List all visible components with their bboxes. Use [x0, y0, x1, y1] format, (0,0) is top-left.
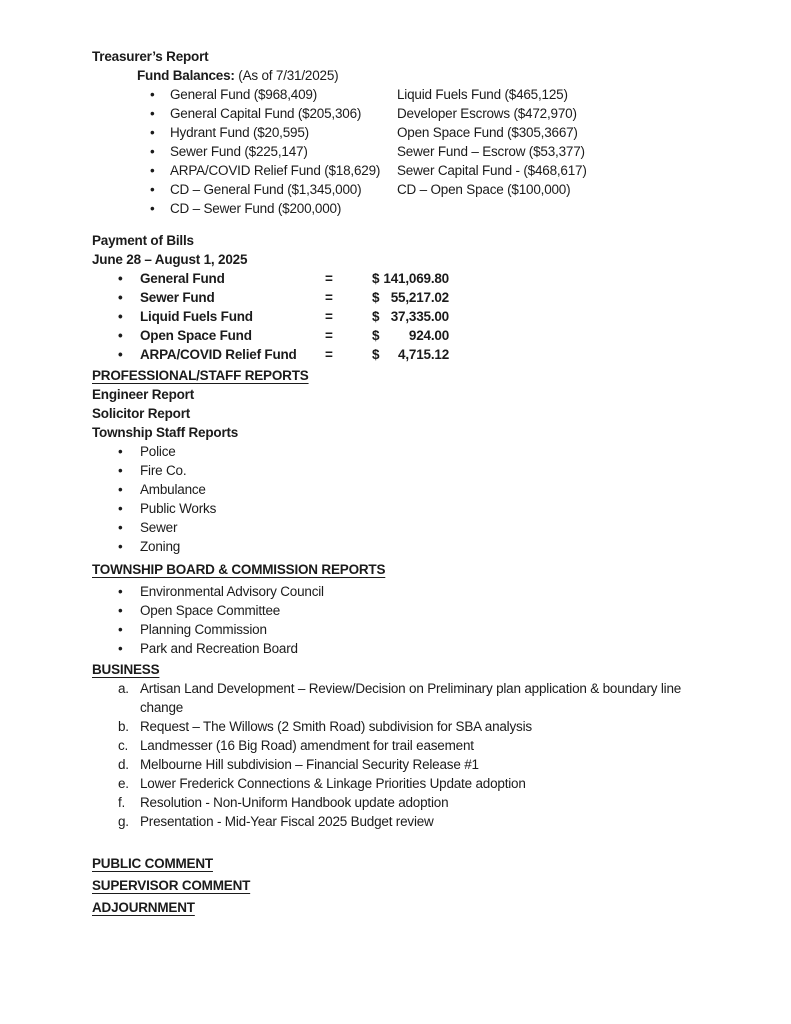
bullet-icon: •	[118, 463, 123, 478]
fund-item-left: ARPA/COVID Relief Fund ($18,629)	[170, 163, 381, 178]
equals-sign: =	[325, 271, 333, 286]
equals-sign: =	[325, 347, 333, 362]
business-item	[92, 717, 721, 736]
equals-sign: =	[325, 309, 333, 324]
business-item-text: Resolution - Non-Uniform Handbook update adoption	[140, 795, 449, 810]
payment-amount: 4,715.12	[398, 347, 449, 362]
adjournment-heading	[92, 898, 721, 917]
fund-balance-row	[92, 104, 721, 123]
fund-balance-row	[92, 142, 721, 161]
staff-item-label: Fire Co.	[140, 463, 187, 478]
treasurers-report-title: Treasurer’s Report	[92, 49, 209, 64]
item-letter: g.	[118, 814, 129, 829]
business-item	[92, 812, 721, 831]
bullet-icon: •	[150, 144, 155, 159]
payment-amount: 55,217.02	[390, 290, 449, 305]
bullet-icon: •	[118, 641, 123, 656]
bullet-icon: •	[150, 163, 155, 178]
board-reports-title: TOWNSHIP BOARD & COMMISSION REPORTS	[92, 562, 386, 577]
payment-row	[92, 269, 721, 288]
bullet-icon: •	[118, 309, 123, 324]
staff-report-item	[92, 499, 721, 518]
professional-reports-heading	[92, 366, 721, 385]
staff-item-label: Ambulance	[140, 482, 206, 497]
board-reports-heading	[92, 560, 721, 579]
fund-item-right: Sewer Fund – Escrow ($53,377)	[397, 144, 585, 159]
business-item	[92, 793, 721, 812]
bullet-icon: •	[118, 290, 123, 305]
supervisor-comment-heading	[92, 876, 721, 895]
township-staff-reports-line: Township Staff Reports	[92, 425, 239, 440]
payment-fund-name: Liquid Fuels Fund	[140, 309, 253, 324]
payment-amount: 141,069.80	[383, 271, 449, 286]
bullet-icon: •	[150, 106, 155, 121]
bullet-icon: •	[150, 87, 155, 102]
fund-balance-row	[92, 161, 721, 180]
bullet-icon: •	[118, 482, 123, 497]
bullet-icon: •	[118, 603, 123, 618]
bullet-icon: •	[118, 539, 123, 554]
payment-row	[92, 326, 721, 345]
fund-balances-heading	[137, 66, 721, 85]
business-item	[92, 679, 721, 717]
fund-item-left: General Capital Fund ($205,306)	[170, 106, 362, 121]
fund-balances-label: Fund Balances:	[137, 68, 235, 83]
board-report-item	[92, 639, 721, 658]
business-item	[92, 736, 721, 755]
bullet-icon: •	[150, 182, 155, 197]
adjournment-title: ADJOURNMENT	[92, 900, 195, 915]
payment-amount: 37,335.00	[390, 309, 449, 324]
fund-item-right: Sewer Capital Fund - ($468,617)	[397, 163, 587, 178]
bullet-icon: •	[118, 584, 123, 599]
solicitor-report-line: Solicitor Report	[92, 406, 191, 421]
fund-balance-row	[92, 180, 721, 199]
currency-sign: $	[372, 271, 380, 286]
item-letter: b.	[118, 719, 129, 734]
fund-item-left: CD – General Fund ($1,345,000)	[170, 182, 362, 197]
staff-item-label: Zoning	[140, 539, 181, 554]
item-letter: f.	[118, 795, 126, 810]
board-item-label: Open Space Committee	[140, 603, 281, 618]
payment-row	[92, 307, 721, 326]
bullet-icon: •	[150, 125, 155, 140]
fund-item-left: Sewer Fund ($225,147)	[170, 144, 308, 159]
staff-report-item	[92, 442, 721, 461]
fund-item-left: CD – Sewer Fund ($200,000)	[170, 201, 342, 216]
currency-sign: $	[372, 328, 380, 343]
bullet-icon: •	[118, 520, 123, 535]
payment-fund-name: ARPA/COVID Relief Fund	[140, 347, 297, 362]
public-comment-heading	[92, 854, 721, 873]
fund-item-right: Open Space Fund ($305,3667)	[397, 125, 578, 140]
bullet-icon: •	[118, 347, 123, 362]
staff-report-item	[92, 518, 721, 537]
item-letter: a.	[118, 681, 129, 696]
fund-balances-asof: (As of 7/31/2025)	[234, 68, 339, 83]
business-item-text: Request – The Willows (2 Smith Road) subdivision for SBA analysis	[140, 719, 532, 734]
equals-sign: =	[325, 290, 333, 305]
public-comment-title: PUBLIC COMMENT	[92, 856, 213, 871]
board-report-item	[92, 601, 721, 620]
currency-sign: $	[372, 309, 380, 324]
payment-fund-name: Sewer Fund	[140, 290, 215, 305]
fund-balance-row	[92, 199, 721, 218]
staff-item-label: Police	[140, 444, 176, 459]
staff-report-item	[92, 480, 721, 499]
business-item	[92, 774, 721, 793]
fund-balance-row	[92, 85, 721, 104]
professional-reports-title: PROFESSIONAL/STAFF REPORTS	[92, 368, 309, 383]
payment-row	[92, 345, 721, 364]
business-title: BUSINESS	[92, 662, 160, 677]
bullet-icon: •	[118, 328, 123, 343]
payment-amount: 924.00	[408, 328, 449, 343]
fund-item-right: CD – Open Space ($100,000)	[397, 182, 571, 197]
fund-item-right: Liquid Fuels Fund ($465,125)	[397, 87, 568, 102]
currency-sign: $	[372, 290, 380, 305]
bullet-icon: •	[150, 201, 155, 216]
board-report-item	[92, 582, 721, 601]
item-letter: d.	[118, 757, 129, 772]
bullet-icon: •	[118, 501, 123, 516]
board-report-item	[92, 620, 721, 639]
staff-report-item	[92, 537, 721, 556]
staff-item-label: Sewer	[140, 520, 178, 535]
payment-fund-name: General Fund	[140, 271, 225, 286]
item-letter: e.	[118, 776, 129, 791]
business-item-text: Melbourne Hill subdivision – Financial Security Release #1	[140, 757, 479, 772]
staff-item-label: Public Works	[140, 501, 217, 516]
bullet-icon: •	[118, 444, 123, 459]
business-heading	[92, 660, 721, 679]
engineer-report-line: Engineer Report	[92, 387, 195, 402]
item-letter: c.	[118, 738, 129, 753]
equals-sign: =	[325, 328, 333, 343]
currency-sign: $	[372, 347, 380, 362]
fund-item-left: General Fund ($968,409)	[170, 87, 317, 102]
bullet-icon: •	[118, 271, 123, 286]
fund-item-right: Developer Escrows ($472,970)	[397, 106, 577, 121]
payment-row	[92, 288, 721, 307]
bullet-icon: •	[118, 622, 123, 637]
business-item-text: Artisan Land Development – Review/Decision on Preliminary plan application & boundary line change	[140, 681, 682, 715]
staff-report-item	[92, 461, 721, 480]
fund-balance-row	[92, 123, 721, 142]
supervisor-comment-title: SUPERVISOR COMMENT	[92, 878, 251, 893]
board-item-label: Planning Commission	[140, 622, 267, 637]
payment-date-range: June 28 – August 1, 2025	[92, 252, 248, 267]
board-item-label: Park and Recreation Board	[140, 641, 298, 656]
fund-item-left: Hydrant Fund ($20,595)	[170, 125, 309, 140]
business-item-text: Landmesser (16 Big Road) amendment for trail easement	[140, 738, 474, 753]
board-item-label: Environmental Advisory Council	[140, 584, 324, 599]
business-item-text: Presentation - Mid-Year Fiscal 2025 Budget review	[140, 814, 434, 829]
payment-fund-name: Open Space Fund	[140, 328, 252, 343]
business-item	[92, 755, 721, 774]
payment-of-bills-title: Payment of Bills	[92, 233, 194, 248]
business-item-text: Lower Frederick Connections & Linkage Priorities Update adoption	[140, 776, 526, 791]
